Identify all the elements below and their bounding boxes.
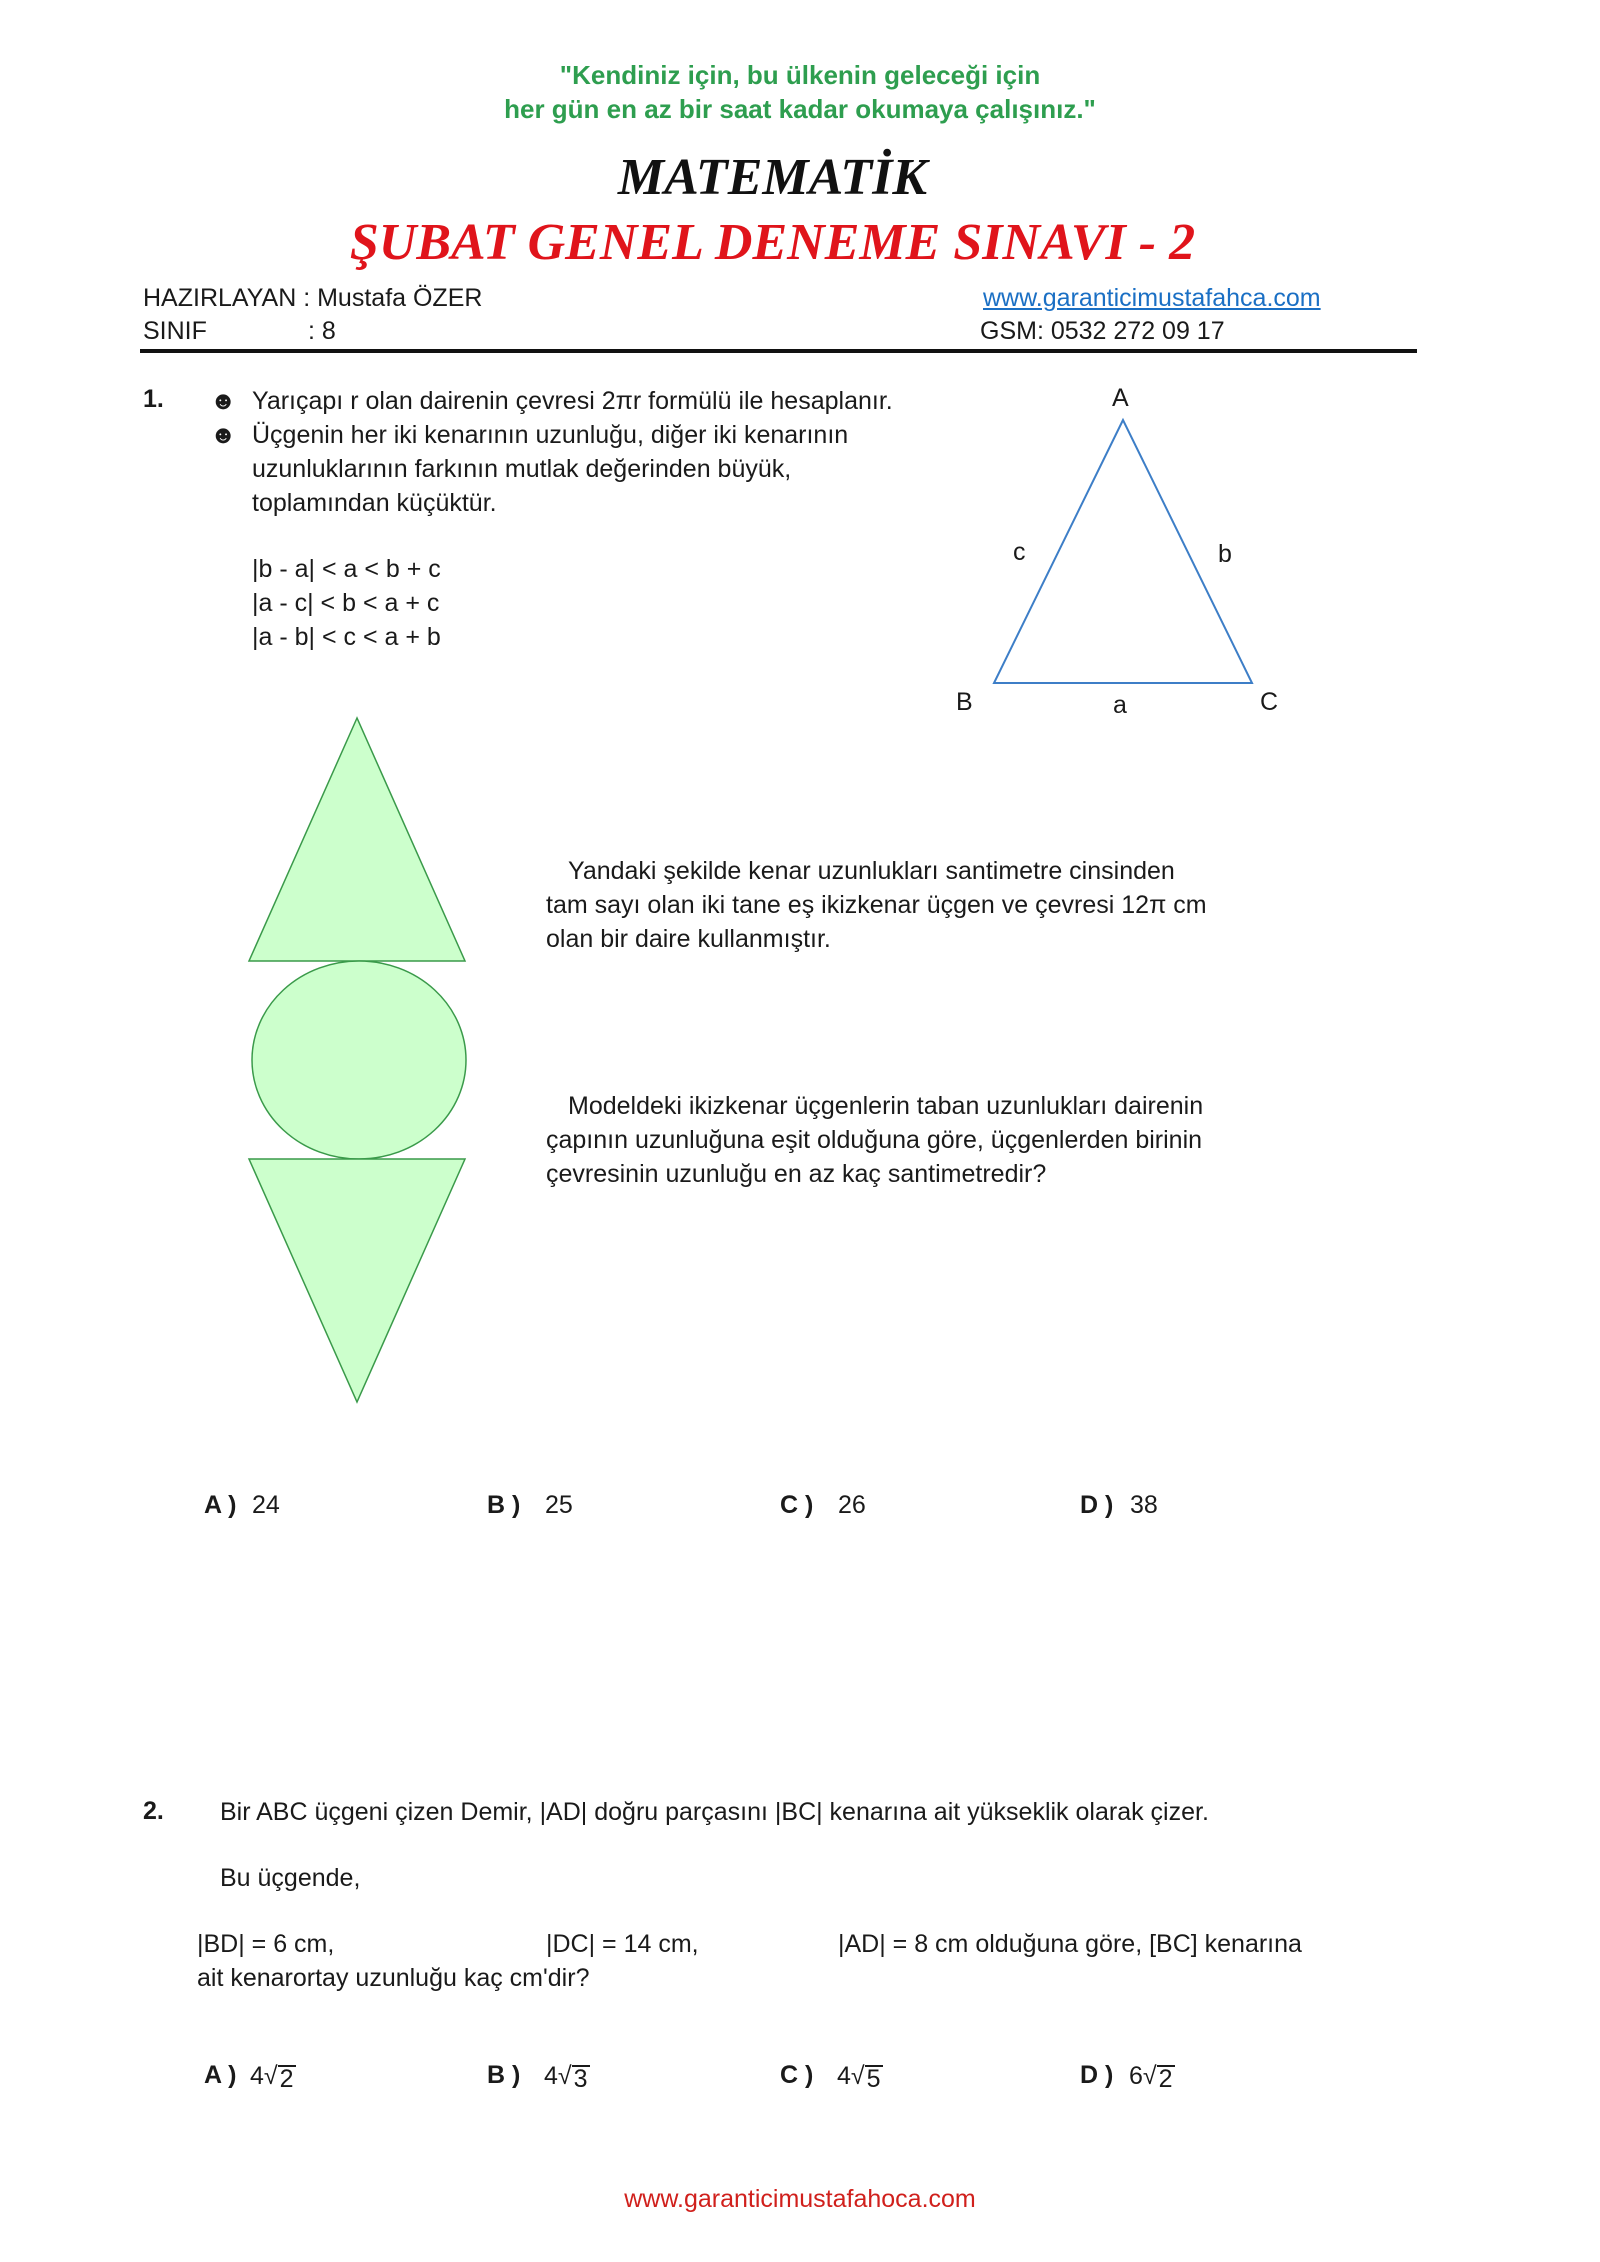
triangle-abc-diagram [940, 370, 1280, 730]
class-value: : 8 [308, 317, 336, 345]
q2-option-d-label[interactable]: D ) [1080, 2061, 1114, 2089]
smiley-icon: ☻ [210, 421, 237, 449]
q2-line-1: Bir ABC üçgeni çizen Demir, |AD| doğru parçasını |BC| kenarına ait yükseklik olarak çizer. [220, 1798, 1209, 1826]
q2-option-d-value[interactable] [1129, 2062, 1175, 2091]
q1-para-2-line-3: çevresinin uzunluğu en az kaç santimetredir? [546, 1160, 1047, 1188]
top-isosceles-triangle [249, 718, 465, 961]
q1-option-d-value[interactable]: 38 [1130, 1491, 1158, 1519]
website-link[interactable]: www.garanticimustafahca.com [983, 284, 1321, 312]
q1-option-a-value[interactable]: 24 [252, 1491, 280, 1519]
q2-dc: |DC| = 14 cm, [546, 1930, 699, 1958]
q1-option-b-label[interactable]: B ) [487, 1491, 521, 1519]
smiley-icon: ☻ [210, 387, 237, 415]
footer-website[interactable]: www.garanticimustafahoca.com [624, 2185, 976, 2213]
question-1-number: 1. [143, 385, 164, 413]
q1-option-d-label[interactable]: D ) [1080, 1491, 1114, 1519]
vertex-a-label: A [1112, 384, 1129, 412]
model-figure [240, 710, 480, 1410]
inequality-2: |a - c| < b < a + c [252, 589, 440, 617]
q1-bullet-2-line-3: toplamından küçüktür. [252, 489, 497, 517]
quote-line-2: her gün en az bir saat kadar okumaya çalışınız." [504, 94, 1096, 124]
q1-para-1-line-3: olan bir daire kullanmıştır. [546, 925, 831, 953]
subject-title: MATEMATİK [617, 149, 928, 206]
q2-option-c-radicand: 5 [866, 2065, 881, 2093]
q1-bullet-1: Yarıçapı r olan dairenin çevresi 2πr formülü ile hesaplanır. [252, 387, 893, 415]
vertex-c-label: C [1260, 688, 1279, 716]
q1-option-a-label[interactable]: A ) [204, 1491, 237, 1519]
q1-bullet-2-line-1: Üçgenin her iki kenarının uzunluğu, diğer iki kenarının [252, 421, 849, 449]
vertex-b-label: B [956, 688, 973, 716]
question-2-number: 2. [143, 1797, 164, 1825]
q2-option-a-coef: 4 [250, 2062, 264, 2090]
sqrt-icon: √ [557, 2062, 572, 2090]
header-divider [140, 349, 1417, 353]
quote-line-1: "Kendiniz için, bu ülkenin geleceği için [559, 60, 1041, 90]
q2-option-d-radicand: 2 [1158, 2065, 1173, 2093]
q2-line-2: Bu üçgende, [220, 1864, 361, 1892]
class-label: SINIF [143, 317, 207, 345]
q2-option-b-coef: 4 [544, 2062, 558, 2090]
circle-shape [252, 961, 466, 1159]
q2-option-d-coef: 6 [1129, 2062, 1143, 2090]
sqrt-icon: √ [1142, 2062, 1157, 2090]
q2-option-a-label[interactable]: A ) [204, 2061, 237, 2089]
inequality-1: |b - a| < a < b + c [252, 555, 441, 583]
q2-ad: |AD| = 8 cm olduğuna göre, [BC] kenarına [838, 1930, 1302, 1958]
q2-line-4: ait kenarortay uzunluğu kaç cm'dir? [197, 1964, 590, 1992]
inequality-3: |a - b| < c < a + b [252, 623, 441, 651]
q2-bd: |BD| = 6 cm, [197, 1930, 335, 1958]
side-c-label: c [1013, 538, 1026, 566]
q1-bullet-2-line-2: uzunluklarının farkının mutlak değerinden büyük, [252, 455, 792, 483]
author-label: HAZIRLAYAN : Mustafa ÖZER [143, 284, 483, 312]
q1-option-c-value[interactable]: 26 [838, 1491, 866, 1519]
q1-para-2-line-1: Modeldeki ikizkenar üçgenlerin taban uzunlukları dairenin [568, 1092, 1204, 1120]
gsm-number: GSM: 0532 272 09 17 [980, 317, 1225, 345]
q1-para-1-line-1: Yandaki şekilde kenar uzunlukları santimetre cinsinden [568, 857, 1175, 885]
q2-option-b-label[interactable]: B ) [487, 2061, 521, 2089]
q2-option-c-value[interactable] [837, 2062, 883, 2091]
q2-option-a-value[interactable] [250, 2062, 296, 2091]
q2-option-c-label[interactable]: C ) [780, 2061, 814, 2089]
q2-option-b-radicand: 3 [573, 2065, 588, 2093]
bottom-isosceles-triangle [249, 1159, 465, 1402]
q1-option-b-value[interactable]: 25 [545, 1491, 573, 1519]
q1-option-c-label[interactable]: C ) [780, 1491, 814, 1519]
side-a-label: a [1113, 691, 1127, 719]
q1-para-1-line-2: tam sayı olan iki tane eş ikizkenar üçgen ve çevresi 12π cm [546, 891, 1207, 919]
q1-para-2-line-2: çapının uzunluğuna eşit olduğuna göre, üçgenlerden birinin [546, 1126, 1203, 1154]
triangle-abc [994, 420, 1252, 683]
q2-option-a-radicand: 2 [279, 2065, 294, 2093]
q2-option-c-coef: 4 [837, 2062, 851, 2090]
sqrt-icon: √ [850, 2062, 865, 2090]
sqrt-icon: √ [263, 2062, 278, 2090]
q2-option-b-value[interactable] [544, 2062, 590, 2091]
side-b-label: b [1218, 540, 1232, 568]
exam-title: ŞUBAT GENEL DENEME SINAVI - 2 [349, 214, 1196, 271]
